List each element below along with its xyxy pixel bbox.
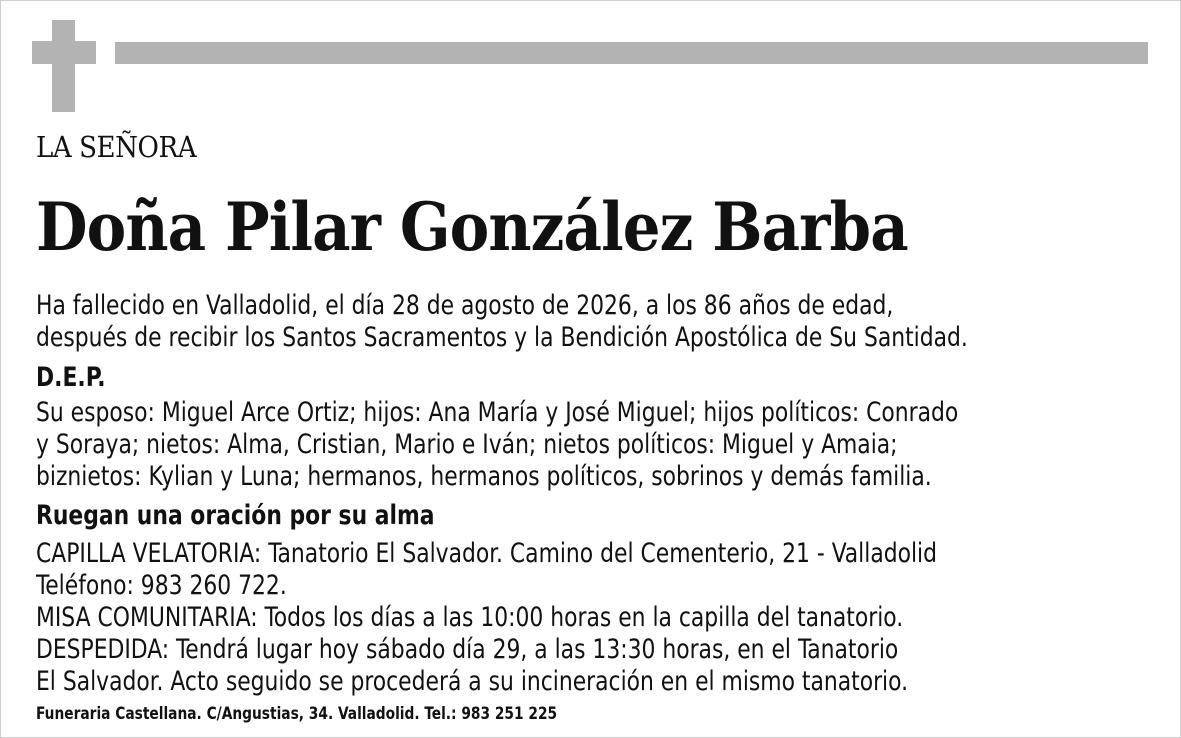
details-line-4: DESPEDIDA: Tendrá lugar hoy sábado día 29, a las 13:30 horas, en el Tanatorio bbox=[36, 634, 899, 665]
details-line-1: CAPILLA VELATORIA: Tanatorio El Salvador. Camino del Cementerio, 21 - Valladolid bbox=[36, 538, 938, 569]
deceased-name: Doña Pilar González Barba bbox=[36, 188, 908, 266]
honorific-title: LA SEÑORA bbox=[36, 130, 197, 164]
details-line-5: El Salvador. Acto seguido se procederá a su incineración en el mismo tanatorio. bbox=[36, 666, 909, 697]
prayer-request: Ruegan una oración por su alma bbox=[36, 500, 435, 531]
funeral-home-footer: Funeraria Castellana. C/Angustias, 34. Valladolid. Tel.: 983 251 225 bbox=[36, 704, 558, 724]
dep-label: D.E.P. bbox=[36, 362, 106, 393]
header-bar bbox=[115, 42, 1148, 64]
details-line-3: MISA COMUNITARIA: Todos los días a las 10:00 horas en la capilla del tanatorio. bbox=[36, 602, 904, 633]
family-line-2: y Soraya; nietos: Alma, Cristian, Mario e Iván; nietos políticos: Miguel y Amaia; bbox=[36, 429, 898, 460]
cross-icon-horizontal bbox=[32, 41, 96, 64]
details-line-2: Teléfono: 983 260 722. bbox=[36, 570, 287, 601]
family-line-1: Su esposo: Miguel Arce Ortiz; hijos: Ana María y José Miguel; hijos políticos: Conrado bbox=[36, 397, 959, 428]
intro-line-1: Ha fallecido en Valladolid, el día 28 de agosto de 2026, a los 86 años de edad, bbox=[36, 290, 894, 321]
cross-icon-vertical bbox=[52, 20, 75, 112]
family-line-3: biznietos: Kylian y Luna; hermanos, hermanos políticos, sobrinos y demás familia. bbox=[36, 461, 932, 492]
intro-line-2: después de recibir los Santos Sacramentos y la Bendición Apostólica de Su Santidad. bbox=[36, 322, 968, 353]
